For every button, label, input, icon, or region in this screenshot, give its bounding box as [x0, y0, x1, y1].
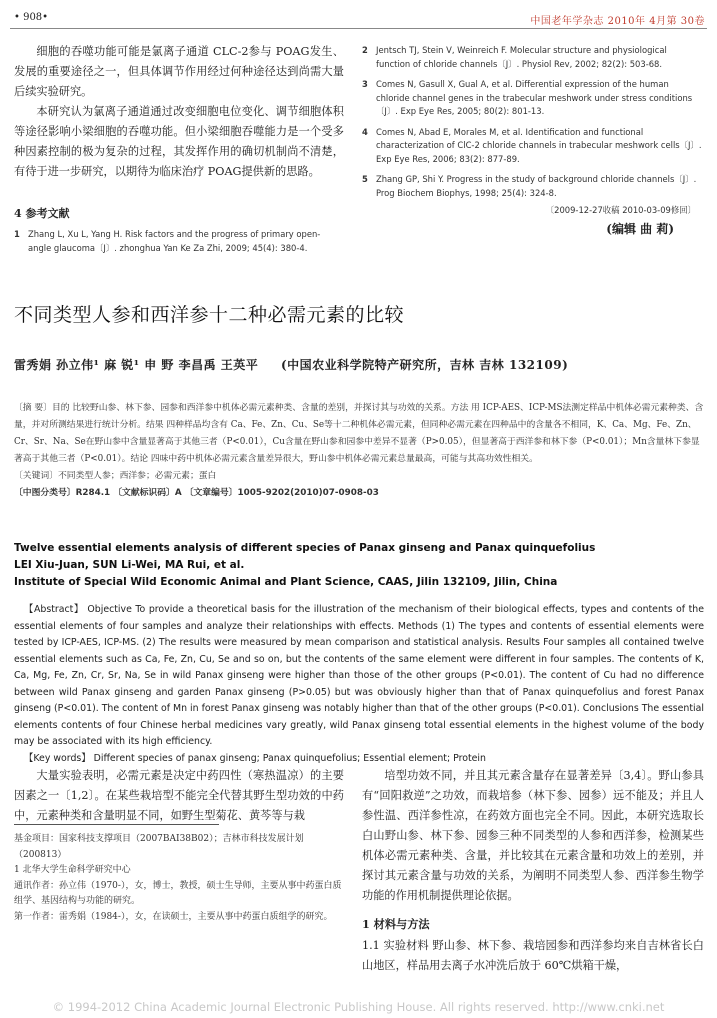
chinese-abstract-block — [14, 400, 704, 502]
reference-item — [362, 173, 704, 200]
footnote-first-author: 第一作者：雷秀娟（1984-），女，在读硕士，主要从事中药蛋白质组学的研究。 — [14, 911, 333, 922]
english-abstract: 【Abstract】 Objective To provide a theoretical basis for the illustration of the mechanism of their biological effects, types and contents of the essential elements of four samples and analyze their relationships with effects. Methods (1) The types and contents of essential elements were tested by ICP-AES, ICP-MS. (2) The results were measured by mean comparison and statistical analysis. Results Four samples all contained twelve essential elements such as Ca, Fe, Zn, Cu, Se and so on, but the contents of the same element were different in four samples. The contents of K, Ca, Mg, Fe, Zn, Cr, Sr, Na, Se in wild Panax ginseng were higher than those of the other groups (P<0.01). The content of Cu had no difference between wild Panax ginseng and garden Panax ginseng (P>0.05) but was obviously higher than that of Panax quinquefolius and forest Panax ginseng (P<0.01). The content of Mn in forest Panax ginseng was notably higher than that of the other groups (P<0.01). Conclusions The essential elements contents of four Chinese herbal medicines vary greatly, wild Panax ginseng total essential elements in the highest volume of the body may be associated with its high efficiency. — [14, 604, 704, 747]
reference-item — [362, 44, 704, 71]
chinese-abstract: 〔摘 要〕目的 比较野山参、林下参、园参和西洋参中机体必需元素种类、含量的差别，并探讨其与功效的关系。方法 用 ICP-AES、ICP-MS法测定样品中机体必需元素种类、含量，并对所测结果进行统计分析。结果 四种样品均含有 Ca、Fe、Zn、Cu、Se等十二种机体必需元素，但同种必需元素在四种品中的含量各不相同，K、Ca、Mg、Fe、Zn、Cr、Sr、Na、Se在野山参中含量显著高于其他三者（P<0.01），Cu含量在野山参和园参中差异不显著（P>0.05），但显著高于西洋参和林下参（P<0.01）；Mn含量林下参显著高于其他三者（P<0.01）。结论 四味中药中机体必需元素含量差异很大，野山参中机体必需元素总量最高，可能与其高功效性相关。 — [14, 403, 704, 464]
authors-line — [14, 356, 568, 373]
author-names: 雷秀娟 孙立伟¹ 麻 锐¹ 申 野 李昌禹 王英平 — [14, 358, 259, 372]
body-left-column — [14, 766, 344, 826]
reference-item — [14, 228, 344, 255]
english-title: Twelve essential elements analysis of different species of Panax ginseng and Panax quinquefolius — [14, 542, 596, 554]
reference-text: Zhang L, Xu L, Yang H. Risk factors and the progress of primary open-angle glaucoma〔J〕. zhonghua Yan Ke Za Zhi, 2009; 45(4): 380-4. — [28, 229, 321, 253]
chinese-keywords: 〔关键词〕不同类型人参；西洋参；必需元素；蛋白 — [14, 471, 217, 481]
english-title-block — [14, 540, 595, 591]
english-affiliation: Institute of Special Wild Economic Animal and Plant Science, CAAS, Jilin 132109, Jilin, China — [14, 576, 558, 588]
paragraph: 大量实验表明，必需元素是决定中药四性（寒热温凉）的主要因素之一〔1,2〕。在某些栽培型不能完全代替其野生型功效的中药中，元素种类和含量明显不同，如野生型菊花、黄芩等与栽 — [14, 769, 344, 822]
reference-number: 4 — [362, 126, 368, 137]
reference-number: 2 — [362, 45, 368, 55]
reference-item — [362, 126, 704, 167]
footnote-rule — [14, 824, 219, 825]
references-heading: 4 参考文献 — [14, 207, 70, 220]
reference-text: Comes N, Abad E, Morales M, et al. Identification and functional characterization of ClC-2 chloride channels in trabecular meshwork cells〔J〕. Exp Eye Res, 2006; 83(2): 877-89. — [376, 126, 702, 164]
top-left-column — [14, 42, 344, 255]
footnote-affiliation: 1 北华大学生命科学研究中心 — [14, 865, 131, 875]
affiliation: (中国农业科学院特产研究所，吉林 吉林 132109) — [280, 358, 569, 372]
page-number: • 908• — [14, 12, 49, 23]
footnotes — [14, 832, 344, 925]
reference-text: Comes N, Gasull X, Gual A, et al. Differential expression of the human chloride channel genes in the trabecular meshwork under stress conditions〔J〕. Exp Eye Res, 2005; 80(2): 801-13. — [376, 79, 693, 116]
english-abstract-block — [14, 602, 704, 767]
body-right-column — [362, 766, 704, 976]
reference-text: Jentsch TJ, Stein V, Weinreich F. Molecular structure and physiological function of chloride channels〔J〕. Physiol Rev, 2002; 82(2): 503-68. — [376, 45, 667, 69]
reference-item — [362, 78, 704, 119]
reference-number: 5 — [362, 174, 368, 184]
reference-text: Zhang GP, Shi Y. Progress in the study of background chloride channels〔J〕. Prog Biochem Biophys, 1998; 25(4): 324-8. — [376, 174, 697, 198]
reference-number: 3 — [362, 79, 368, 89]
footnote-corresponding: 通讯作者：孙立伟（1970-），女，博士，教授，硕士生导师，主要从事中药蛋白质组学、基因结构与功能的研究。 — [14, 880, 342, 906]
english-authors: LEI Xiu-Juan, SUN Li-Wei, MA Rui, et al. — [14, 559, 245, 571]
classification-line: 〔中图分类号〕R284.1 〔文献标识码〕A 〔文章编号〕1005-9202(2010)07-0908-03 — [14, 488, 379, 498]
paragraph: 细胞的吞噬功能可能是氯离子通道 CLC-2参与 POAG发生、发展的重要途径之一，但具体调节作用经过何种途径达到尚需大量后续实验研究。 — [14, 45, 344, 98]
section-heading: 1 材料与方法 — [362, 917, 430, 931]
received-dates: 〔2009-12-27收稿 2010-03-09修回〕 — [545, 205, 696, 215]
article-title: 不同类型人参和西洋参十二种必需元素的比较 — [14, 304, 405, 326]
header-rule — [10, 28, 707, 29]
english-keywords: 【Key words】 Different species of panax ginseng; Panax quinquefolius; Essential element; Protein — [24, 752, 486, 764]
section-text: 1.1 实验材料 野山参、林下参、栽培园参和西洋参均来自吉林省长白山地区，样品用去离子水冲洗后放于 60℃烘箱干燥， — [362, 939, 704, 972]
copyright-watermark: © 1994-2012 China Academic Journal Electronic Publishing House. All rights reserved. http://www.cnki.net — [52, 1000, 665, 1014]
editor-note: (编辑 曲 莉) — [606, 221, 674, 236]
top-right-column — [362, 44, 704, 237]
paragraph: 培型功效不同，并且其元素含量存在显著差异〔3,4〕。野山参具有“回阳救逆”之功效，而栽培参（林下参、园参）远不能及；并且人参性温、西洋参性凉，在药效方面也完全不同。因此，本研究选取长白山野山参、林下参、园参三种不同类型的人参和西洋参，检测某些机体必需元素种类、含量，并比较其在元素含量和功效上的差别，并探讨其元素含量与功效的关系，为阐明不同类型人参、西洋参生物学功能的作用机制提供理论依据。 — [362, 769, 704, 902]
journal-header: 中国老年学杂志 2010年 4月第 30卷 — [530, 16, 705, 27]
reference-number: 1 — [14, 229, 20, 239]
paragraph: 本研究认为氯离子通道通过改变细胞电位变化、调节细胞体积等途径影响小梁细胞的吞噬功能。但小梁细胞吞噬能力是一个受多种因素控制的极为复杂的过程，其发挥作用的确切机制尚不清楚，有待于进一步研究，以期待为临床治疗 POAG提供新的思路。 — [14, 105, 344, 178]
footnote-funding: 基金项目：国家科技支撑项目（2007BAI38B02）；吉林市科技发展计划（200813） — [14, 834, 304, 860]
